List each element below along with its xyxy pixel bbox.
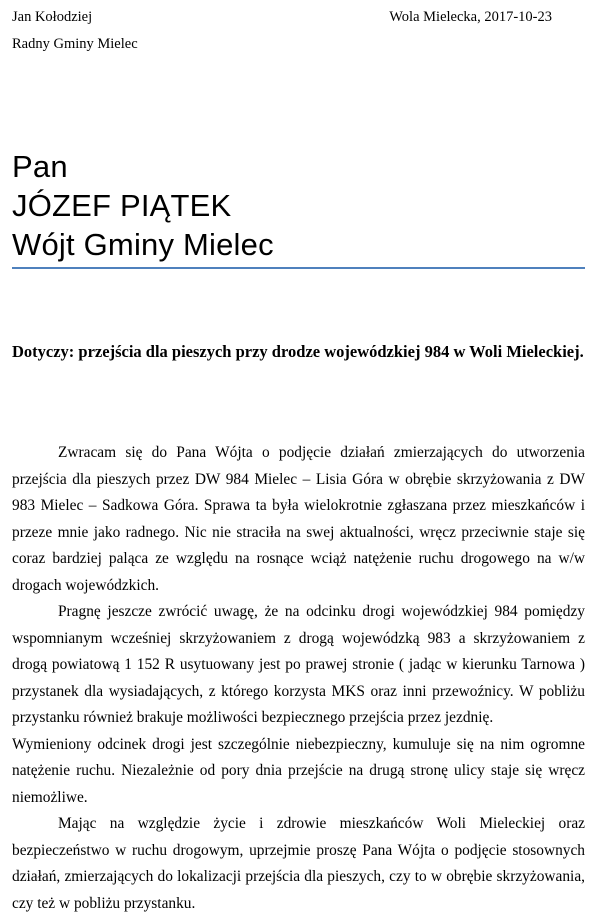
letter-body xyxy=(12,440,585,917)
paragraph-3: Wymieniony odcinek drogi jest szczególnie niebezpieczny, kumuluje się na nim ogromne natężenie ruchu. Niezależnie od pory dnia przejście na drugą stronę ulicy staje się wręcz niemożliwe. xyxy=(12,735,585,806)
heading-underline xyxy=(12,267,585,269)
recipient-title: Wójt Gminy Mielec xyxy=(12,227,274,262)
recipient-salutation: Pan xyxy=(12,149,68,184)
recipient-name: JÓZEF PIĄTEK xyxy=(12,188,232,223)
sender-name: Jan Kołodziej xyxy=(12,9,93,25)
paragraph-4: Mając na względzie życie i zdrowie mieszkańców Woli Mieleckiej oraz bezpieczeństwo w ruchu drogowym, uprzejmie proszę Pana Wójta o podjęcie stosownych działań, zmierzających do lokalizacji przejścia dla pieszych, czy to w obrębie skrzyżowania, czy też w pobliżu przystanku. xyxy=(12,815,585,912)
paragraph-2: Pragnę jeszcze zwrócić uwagę, że na odcinku drogi wojewódzkiej 984 pomiędzy wspomnianym wcześniej skrzyżowaniem z drogą wojewódzką 983 a skrzyżowaniem z drogą powiatową 1 152 R usytuowany jest po prawej stronie ( jadąc w kierunku Tarnowa ) przystanek dla wysiadających, z którego korzysta MKS oraz inni przewoźnicy. W pobliżu przystanku również brakuje możliwości bezpiecznego przejścia przez jezdnię. xyxy=(12,603,585,726)
sender-role: Radny Gminy Mielec xyxy=(12,36,138,52)
paragraph-1: Zwracam się do Pana Wójta o podjęcie działań zmierzających do utworzenia przejścia dla pieszych przez DW 984 Mielec – Lisia Góra w obrębie skrzyżowania z DW 983 Mielec – Sadkowa Góra. Sprawa ta była wielokrotnie zgłaszana przez mieszkańców i przeze mnie jako radnego. Nic nie straciła na swej aktualności, wręcz przeciwnie staje się coraz bardziej paląca ze względu na rosnące wciąż natężenie ruchu drogowego na w/w drogach wojewódzkich. xyxy=(12,444,585,594)
place-date: Wola Mielecka, 2017-10-23 xyxy=(389,9,552,25)
subject-line: Dotyczy: przejścia dla pieszych przy drodze wojewódzkiej 984 w Woli Mieleckiej. xyxy=(12,342,584,361)
